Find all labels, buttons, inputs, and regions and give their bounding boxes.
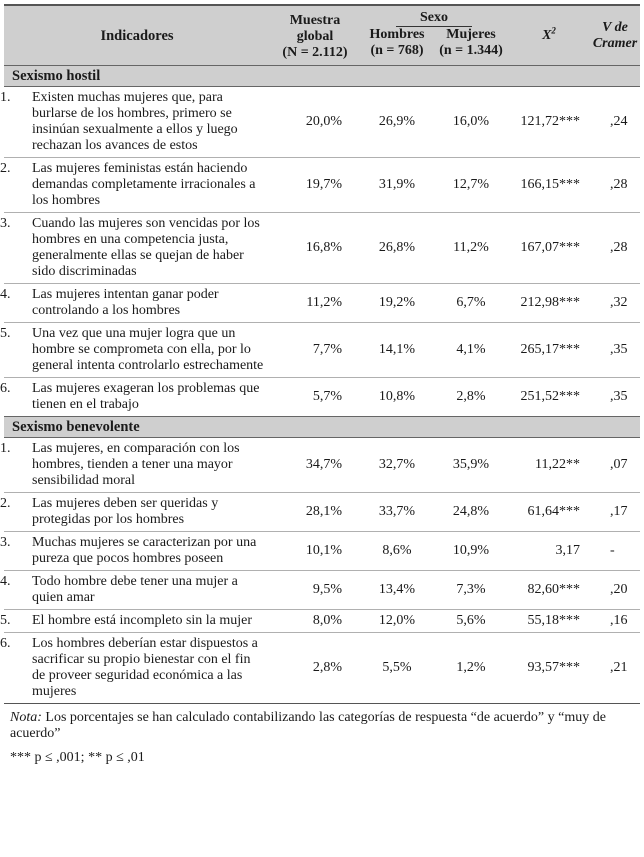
header-muestra-line2: global [296, 28, 334, 44]
header-v-line1: V de [602, 19, 628, 35]
mujeres-percent-cell: 11,2% [434, 213, 508, 284]
header-x2-superscript: 2 [551, 24, 556, 35]
mujeres-percent-cell: 5,6% [434, 610, 508, 633]
header-sexo-label: Sexo [396, 10, 472, 27]
hombres-percent-cell: 10,8% [360, 378, 434, 417]
chi-square-cell: 82,60*** [508, 571, 590, 610]
indicator-number: 3. [0, 216, 11, 231]
v-cramer-cell: ,24 [610, 114, 628, 129]
v-cramer-cell: ,35 [590, 323, 640, 378]
chi-square-cell: 11,22** [535, 457, 580, 472]
indicator-text: Las mujeres, en comparación con los hombres, tienden a tener una mayor sensibilidad moral [32, 441, 240, 488]
indicator-text: Los hombres deberían estar dispuestos a sacrificar su propio bienestar con el fin de proveer seguridad económica a las mujeres [32, 636, 258, 699]
indicator-cell [0, 378, 270, 417]
hombres-percent-cell: 19,2% [360, 284, 434, 323]
global-percent-cell: 7,7% [270, 323, 360, 378]
indicator-cell [0, 438, 270, 493]
indicator-cell [0, 610, 270, 633]
indicator-cell [0, 493, 270, 532]
header-muestra-global [270, 5, 360, 66]
sexism-indicators-table [0, 4, 640, 704]
indicator-wrap [0, 496, 266, 528]
significance-note: *** p ≤ ,001; ** p ≤ ,01 [10, 750, 145, 765]
global-percent-cell: 8,0% [270, 610, 360, 633]
header-muestra-n: (N = 2.112) [282, 44, 348, 60]
mujeres-percent-cell: 1,2% [434, 633, 508, 704]
hombres-percent-cell: 32,7% [378, 457, 416, 472]
mujeres-percent-cell: 35,9% [452, 457, 490, 472]
global-percent-cell: 34,7% [305, 457, 342, 472]
indicator-wrap [0, 381, 266, 413]
indicator-text: Las mujeres deben ser queridas y protegidas por los hombres [32, 496, 219, 527]
indicator-text: El hombre está incompleto sin la mujer [32, 613, 253, 628]
indicator-cell [0, 633, 270, 704]
header-mujeres-n: (n = 1.344) [439, 43, 503, 58]
indicator-number: 5. [0, 613, 11, 628]
indicator-text: Las mujeres intentan ganar poder controlando a los hombres [32, 287, 219, 318]
header-chi-square [508, 5, 590, 66]
v-cramer-cell: ,20 [590, 571, 640, 610]
header-sexo [360, 5, 508, 27]
indicator-text: Las mujeres feministas están haciendo demandas completamente irracionales a los hombres [32, 161, 256, 208]
chi-square-cell: 167,07*** [508, 213, 590, 284]
v-cramer-cell: ,07 [610, 457, 628, 472]
hombres-percent-cell: 5,5% [360, 633, 434, 704]
chi-square-cell: 93,57*** [508, 633, 590, 704]
indicator-wrap [0, 636, 266, 700]
indicator-number: 4. [0, 287, 11, 302]
indicator-cell [0, 213, 270, 284]
indicator-wrap [0, 216, 266, 280]
indicator-number: 6. [0, 636, 11, 651]
survey-table-page [0, 4, 640, 774]
global-percent-cell: 9,5% [270, 571, 360, 610]
indicator-wrap [0, 90, 266, 154]
table-row [4, 378, 640, 417]
global-percent-cell: 11,2% [270, 284, 360, 323]
indicator-text: Las mujeres exageran los problemas que tienen en el trabajo [32, 381, 260, 412]
v-cramer-cell: ,28 [590, 158, 640, 213]
header-x2-label: X [542, 27, 552, 43]
v-cramer-cell: ,16 [590, 610, 640, 633]
global-percent-cell: 10,1% [270, 532, 360, 571]
global-percent-cell: 20,0% [305, 114, 342, 129]
indicator-cell [0, 284, 270, 323]
table-row [4, 571, 640, 610]
table-row [4, 87, 640, 158]
table-row [4, 323, 640, 378]
indicator-cell [0, 158, 270, 213]
hombres-percent-cell: 14,1% [360, 323, 434, 378]
table-notes [4, 710, 640, 766]
nota-text: Los porcentajes se han calculado contabilizando las categorías de respuesta “de acuerdo” y “muy de acuerdo” [10, 710, 606, 741]
mujeres-percent-cell: 6,7% [434, 284, 508, 323]
table-row [4, 158, 640, 213]
mujeres-percent-cell: 7,3% [434, 571, 508, 610]
indicator-number: 3. [0, 535, 11, 550]
nota-label: Nota: [10, 710, 42, 725]
indicator-number: 1. [0, 441, 11, 456]
indicator-cell [0, 87, 270, 158]
indicator-cell [0, 323, 270, 378]
header-hombres [360, 27, 434, 66]
chi-square-cell: 3,17 [508, 532, 590, 571]
chi-square-cell: 265,17*** [508, 323, 590, 378]
v-cramer-cell: ,17 [590, 493, 640, 532]
hombres-percent-cell: 13,4% [360, 571, 434, 610]
table-row [4, 213, 640, 284]
mujeres-percent-cell: 24,8% [434, 493, 508, 532]
indicator-wrap [0, 535, 266, 567]
indicator-number: 5. [0, 326, 11, 341]
header-v-cramer [590, 5, 640, 66]
indicator-wrap [0, 287, 266, 319]
hombres-percent-cell: 31,9% [360, 158, 434, 213]
header-muestra-line1: Muestra [289, 12, 341, 28]
table-row [4, 493, 640, 532]
table-body [0, 66, 640, 704]
header-hombres-label: Hombres [369, 27, 425, 42]
global-percent-cell: 16,8% [270, 213, 360, 284]
table-row [4, 532, 640, 571]
global-percent-cell: 2,8% [270, 633, 360, 704]
header-hombres-n: (n = 768) [370, 43, 424, 58]
chi-square-cell: 55,18*** [508, 610, 590, 633]
mujeres-percent-cell: 4,1% [434, 323, 508, 378]
indicator-text: Todo hombre debe tener una mujer a quien amar [32, 574, 238, 605]
indicator-wrap [0, 574, 266, 606]
indicator-number: 4. [0, 574, 11, 589]
indicator-text: Existen muchas mujeres que, para burlarse de los hombres, primero se insinúan sexualmente a ellos y luego rechazan los avances de estos [32, 90, 238, 153]
global-percent-cell: 28,1% [270, 493, 360, 532]
indicator-number: 1. [0, 90, 11, 105]
table-row [4, 438, 640, 493]
mujeres-percent-cell: 10,9% [434, 532, 508, 571]
hombres-percent-cell: 26,9% [378, 114, 416, 129]
hombres-percent-cell: 8,6% [360, 532, 434, 571]
indicator-text: Cuando las mujeres son vencidas por los hombres en una competencia justa, generalmente ellas se quejan de haber sido discriminadas [32, 216, 260, 279]
v-cramer-cell: ,35 [590, 378, 640, 417]
section-header [4, 66, 640, 87]
header-v-line2: Cramer [592, 35, 638, 51]
table-row [4, 284, 640, 323]
header-indicadores: Indicadores [4, 5, 270, 66]
v-cramer-cell: ,32 [590, 284, 640, 323]
section-header [4, 417, 640, 438]
table-header [4, 5, 640, 66]
mujeres-percent-cell: 12,7% [434, 158, 508, 213]
indicator-wrap [0, 326, 266, 374]
chi-square-cell: 61,64*** [508, 493, 590, 532]
table-row [4, 633, 640, 704]
chi-square-cell: 212,98*** [508, 284, 590, 323]
indicator-text: Una vez que una mujer logra que un hombre se comprometa con ella, por lo general intenta controlarlo estrechamente [32, 326, 264, 373]
section-title: Sexismo benevolente [4, 417, 640, 438]
v-cramer-cell: ,28 [590, 213, 640, 284]
hombres-percent-cell: 26,8% [360, 213, 434, 284]
v-cramer-cell: ,21 [590, 633, 640, 704]
indicator-wrap [0, 613, 266, 629]
section-title: Sexismo hostil [4, 66, 640, 87]
header-mujeres [434, 27, 508, 66]
indicator-wrap [0, 441, 266, 489]
indicator-wrap [0, 161, 266, 209]
nota-paragraph [10, 710, 640, 742]
chi-square-cell: 251,52*** [508, 378, 590, 417]
hombres-percent-cell: 12,0% [360, 610, 434, 633]
global-percent-cell: 5,7% [270, 378, 360, 417]
indicator-number: 2. [0, 161, 11, 176]
v-cramer-cell: - [590, 532, 640, 571]
hombres-percent-cell: 33,7% [360, 493, 434, 532]
table-row [4, 610, 640, 633]
indicator-number: 2. [0, 496, 11, 511]
header-mujeres-label: Mujeres [446, 27, 496, 42]
global-percent-cell: 19,7% [270, 158, 360, 213]
mujeres-percent-cell: 16,0% [452, 114, 490, 129]
indicator-cell [0, 532, 270, 571]
mujeres-percent-cell: 2,8% [434, 378, 508, 417]
indicator-text: Muchas mujeres se caracterizan por una pureza que pocos hombres poseen [32, 535, 257, 566]
chi-square-cell: 166,15*** [508, 158, 590, 213]
indicator-number: 6. [0, 381, 11, 396]
indicator-cell [0, 571, 270, 610]
chi-square-cell: 121,72*** [520, 114, 580, 129]
